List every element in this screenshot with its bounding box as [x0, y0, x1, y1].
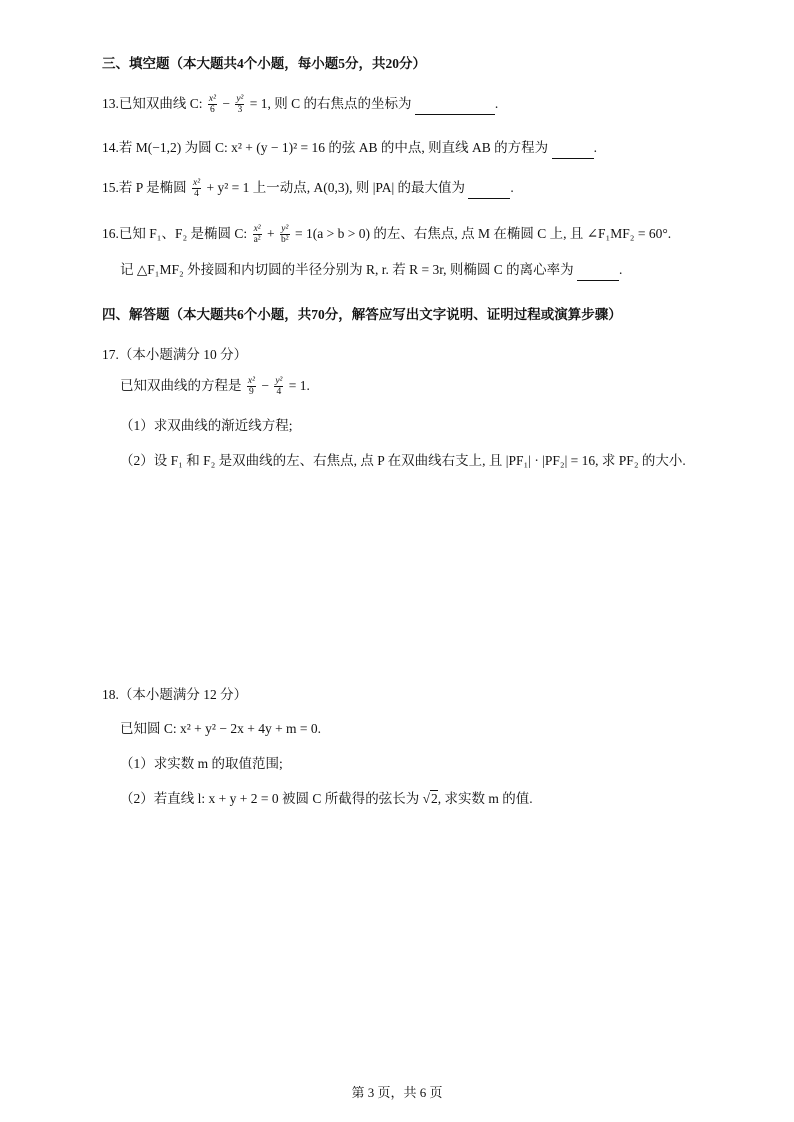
- q13-frac2: $\frac{\text{y²}}{3}$: [236, 94, 244, 116]
- q16-pre: 已知 F₁、F₂ 是椭圆 C:: [118, 226, 251, 241]
- q17-frac2: $\frac{\text{y²}}{4}$: [275, 376, 283, 398]
- q18-part1: （1）求实数 m 的取值范围;: [120, 756, 283, 771]
- q15-pre: 若 P 是椭圆: [118, 180, 191, 195]
- sqrt-symbol: √2: [422, 791, 438, 806]
- q16-frac1: $\frac{\text{x²}}{\text{a²}}$: [253, 224, 261, 246]
- q13-post: = 1, 则 C 的右焦点的坐标为: [246, 96, 415, 111]
- q16-number: 16.: [102, 226, 119, 241]
- q14-number: 14.: [102, 140, 119, 155]
- q13-pre: 已知双曲线 C:: [118, 96, 206, 111]
- question-16-line2: 记 △F₁MF₂ 外接圆和内切圆的半径分别为 R, r. 若 R = 3r, 则椭圆 C 的离心率为 .: [120, 258, 622, 281]
- q16-post: = 1(a > b > 0) 的左、右焦点, 点 M 在椭圆 C 上, 且 ∠F₁MF₂ = 60°.: [291, 226, 672, 241]
- q15-answer-blank[interactable]: [468, 182, 510, 199]
- q13-number: 13.: [102, 96, 119, 111]
- q18-statement: 已知圆 C: x² + y² − 2x + 4y + m = 0.: [120, 721, 322, 736]
- q16-answer-blank[interactable]: [577, 264, 619, 281]
- question-15: 15.若 P 是椭圆 $\frac{\text{x²}}{4}$ + y² = 1 上一动点, A(0,3), 则 |PA| 的最大值为 .: [102, 178, 514, 200]
- question-14: 14.若 M(−1,2) 为圆 C: x² + (y − 1)² = 16 的弦 AB 的中点, 则直线 AB 的方程为 .: [102, 136, 597, 159]
- q15-post: + y² = 1 上一动点, A(0,3), 则 |PA| 的最大值为: [203, 180, 469, 195]
- q15-number: 15.: [102, 180, 119, 195]
- q17-part2: （2）设 F₁ 和 F₂ 是双曲线的左、右焦点, 点 P 在双曲线右支上, 且 |PF₁| · |PF₂| = 16, 求 PF₂ 的大小.: [120, 453, 686, 468]
- q16-frac2: $\frac{\text{y²}}{\text{b²}}$: [281, 224, 289, 246]
- q17-part1: （1）求双曲线的渐近线方程;: [120, 418, 293, 433]
- q18-part2: （2）若直线 l: x + y + 2 = 0 被圆 C 所截得的弦长为 √2, 求实数 m 的值.: [120, 791, 533, 806]
- section3-title: 三、填空题（本大题共4个小题，每小题5分，共20分）: [102, 56, 426, 71]
- q17-heading: 17.（本小题满分 10 分）: [102, 347, 248, 362]
- section4-title: 四、解答题（本大题共6个小题，共70分，解答应写出文字说明、证明过程或演算步骤）: [102, 307, 622, 322]
- q18-heading: 18.（本小题满分 12 分）: [102, 687, 248, 702]
- q14-answer-blank[interactable]: [552, 142, 594, 159]
- q13-answer-blank[interactable]: [415, 98, 495, 115]
- question-16: 16.已知 F₁、F₂ 是椭圆 C: $\frac{\text{x²}}{\text{a²}}$ + $\frac{\text{y²}}{\text{b²}}$ = 1(a > b > 0) 的左、右焦点, 点 M 在椭圆 C 上, 且 ∠F₁MF₂ = 60°.: [102, 224, 672, 246]
- q13-frac1: $\frac{\text{x²}}{6}$: [208, 94, 216, 116]
- q14-text: 若 M(−1,2) 为圆 C: x² + (y − 1)² = 16 的弦 AB 的中点, 则直线 AB 的方程为: [118, 140, 552, 155]
- q17-frac1: $\frac{\text{x²}}{9}$: [247, 376, 255, 398]
- page-footer: 第 3 页，共 6 页: [351, 1085, 443, 1100]
- q17-statement: 已知双曲线的方程是 $\frac{\text{x²}}{9}$ − $\frac{\text{y²}}{4}$ = 1.: [120, 376, 310, 398]
- question-13: 13.已知双曲线 C: $\frac{\text{x²}}{6}$ − $\frac{\text{y²}}{3}$ = 1, 则 C 的右焦点的坐标为 .: [102, 94, 499, 116]
- q15-frac: $\frac{\text{x²}}{4}$: [193, 178, 201, 200]
